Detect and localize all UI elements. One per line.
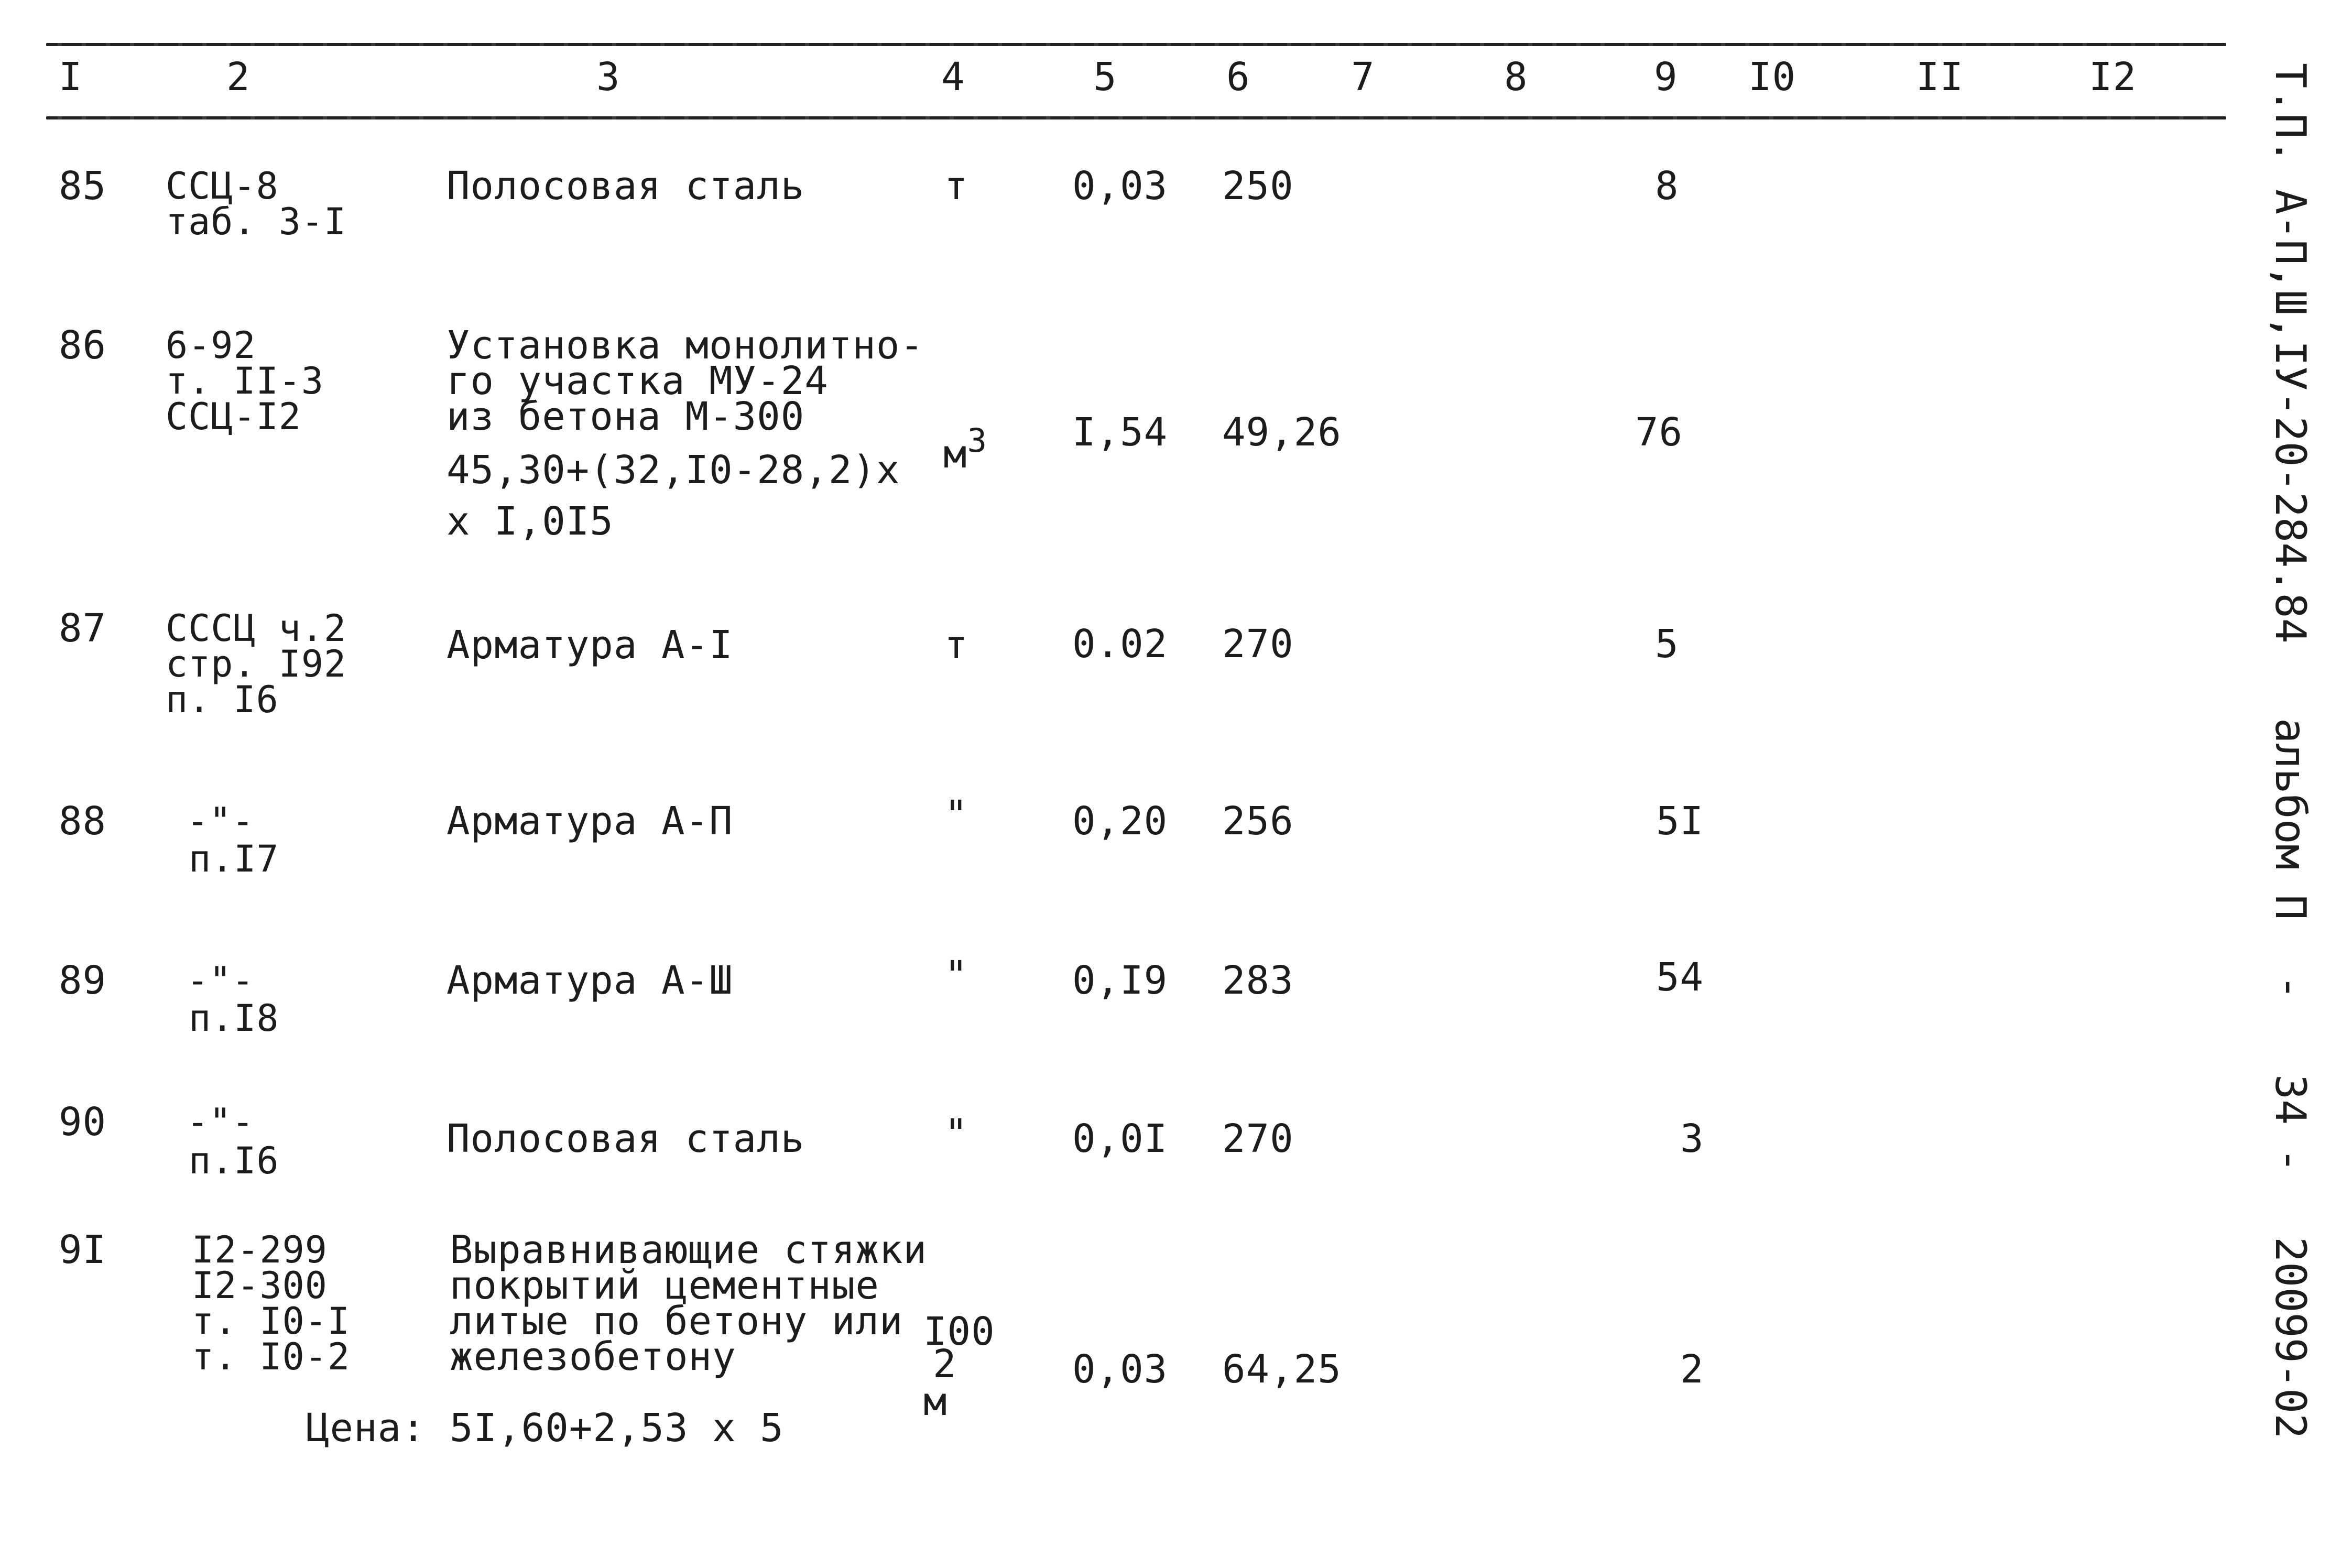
row-description-line: железобетону (450, 1334, 736, 1379)
col-header-12: I2 (2089, 55, 2137, 100)
row-reference-line: 6-92 (166, 324, 256, 367)
row-reference-line: СССЦ ч.2 (166, 607, 347, 650)
row-unit-price: 250 (1222, 164, 1294, 209)
col-header-6: 6 (1226, 55, 1250, 100)
row-description-line: Полосовая сталь (447, 1116, 805, 1161)
row-number: 89 (59, 958, 107, 1003)
side-album: альбом П (2266, 718, 2315, 920)
row-unit: 2 (933, 1342, 957, 1387)
row-description-line: из бетона М-300 (447, 394, 805, 439)
row-reference-line: -"- (187, 959, 255, 1002)
row-total: 54 (1656, 955, 1704, 1000)
row-unit-price: 270 (1222, 622, 1294, 667)
row-reference-line: -"- (187, 1101, 255, 1144)
col-header-10: I0 (1748, 55, 1796, 100)
side-dash: - (2266, 975, 2315, 1000)
row-description-line: x I,0I5 (447, 499, 614, 544)
row-number: 88 (59, 799, 107, 844)
row-reference-line: ССЦ-8 (166, 165, 279, 208)
row-number: 87 (59, 606, 107, 651)
col-header-9: 9 (1654, 55, 1678, 100)
row-description-line: 45,30+(32,I0-28,2)x (447, 448, 900, 493)
row-unit: м (923, 1379, 948, 1424)
row-unit-price: 64,25 (1222, 1347, 1342, 1392)
row-number: 90 (59, 1099, 107, 1145)
price-label: Цена: (306, 1406, 426, 1451)
col-header-11: II (1916, 55, 1964, 100)
row-number: 85 (59, 164, 107, 209)
side-document-number: 20099-02 (2266, 1237, 2315, 1439)
row-unit: I00 (923, 1309, 995, 1354)
row-total: 5 (1655, 622, 1679, 667)
row-reference-line: I2-300 (192, 1264, 328, 1307)
row-description-line: Арматура А-П (447, 799, 733, 844)
row-reference-line: п.I6 (189, 1139, 279, 1182)
row-quantity: I,54 (1072, 410, 1168, 455)
row-reference-line: т. I0-I (192, 1300, 351, 1343)
row-description-line: Установка монолитно- (447, 323, 924, 368)
header-bottom-rule (46, 116, 2226, 119)
row-description-line: Выравнивающие стяжки (450, 1227, 928, 1272)
row-description-line: го участка МУ-24 (447, 358, 829, 404)
row-total: 3 (1680, 1116, 1704, 1161)
row-quantity: 0.02 (1072, 622, 1168, 667)
row-reference-line: I2-299 (192, 1228, 328, 1271)
row-quantity: 0,03 (1072, 164, 1168, 209)
col-header-7: 7 (1351, 55, 1375, 100)
row-unit-price: 256 (1222, 799, 1294, 844)
row-unit: " (944, 1111, 968, 1156)
col-header-2: 2 (226, 55, 251, 100)
row-unit: " (944, 792, 968, 837)
row-reference-line: т. I0-2 (192, 1335, 351, 1378)
side-reference: Т.П. А-П,Ш,IУ-20-284.84 (2266, 63, 2315, 644)
row-reference-line: -"- (187, 800, 255, 843)
row-description-line: Арматура А-Ш (447, 958, 733, 1003)
row-reference-line: п.I8 (189, 997, 279, 1040)
row-total: 8 (1655, 164, 1679, 209)
col-header-4: 4 (941, 55, 965, 100)
row-reference-line: п.I7 (189, 837, 279, 880)
col-header-5: 5 (1093, 55, 1117, 100)
col-header-8: 8 (1504, 55, 1528, 100)
side-dash: - (2266, 1148, 2315, 1173)
row-quantity: 0,03 (1072, 1347, 1168, 1392)
row-reference-line: т. II-3 (166, 360, 324, 402)
row-unit-price: 270 (1222, 1116, 1294, 1161)
row-quantity: 0,20 (1072, 799, 1168, 844)
row-unit: $м^3$ (943, 421, 987, 477)
row-total: 5I (1656, 799, 1704, 844)
row-unit-price: 283 (1222, 958, 1294, 1003)
row-reference-line: таб. 3-I (166, 200, 347, 243)
row-unit: " (944, 953, 968, 998)
row-description-line: Полосовая сталь (447, 164, 805, 209)
row-reference-line: стр. I92 (166, 643, 347, 685)
row-number: 9I (59, 1227, 107, 1272)
row-reference-line: п. I6 (166, 678, 279, 721)
row-description-line: Арматура А-I (447, 623, 733, 668)
col-header-3: 3 (596, 55, 620, 100)
row-reference-line: ССЦ-I2 (166, 395, 301, 438)
price-formula: 5I,60+2,53 x 5 (450, 1406, 784, 1451)
row-quantity: 0,I9 (1072, 958, 1168, 1003)
col-header-1: I (59, 55, 83, 100)
row-total: 2 (1680, 1347, 1704, 1392)
row-unit-price: 49,26 (1222, 410, 1342, 455)
row-unit: т (944, 623, 968, 668)
header-top-rule (46, 43, 2226, 46)
row-total: 76 (1635, 410, 1683, 455)
row-description-line: покрытий цементные (450, 1263, 879, 1308)
row-unit: т (944, 164, 968, 209)
row-number: 86 (59, 323, 107, 368)
row-description-line: литые по бетону или (450, 1299, 903, 1344)
side-page-number: 34 (2266, 1074, 2315, 1125)
row-quantity: 0,0I (1072, 1116, 1168, 1161)
